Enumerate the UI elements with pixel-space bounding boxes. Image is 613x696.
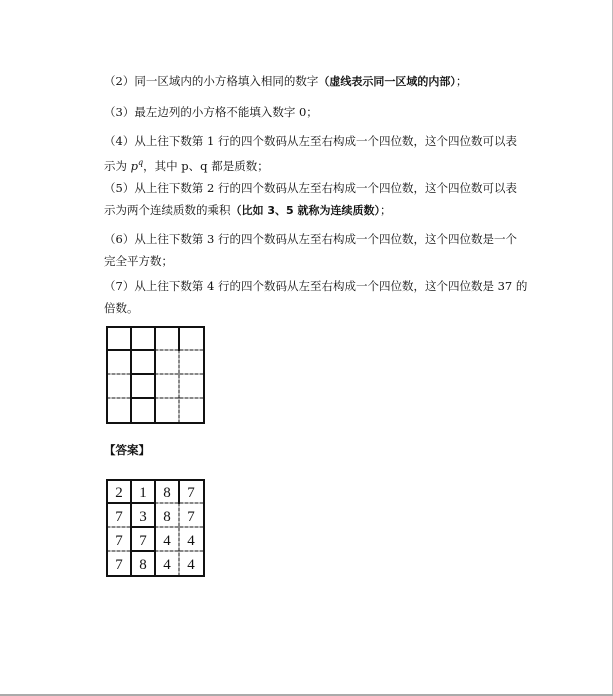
answer-cell: 7 (187, 485, 195, 501)
rule-2 (104, 70, 534, 93)
rule-4 (104, 130, 534, 177)
rule-6-line-2: 完全平方数； (104, 254, 173, 268)
answer-cell: 7 (187, 509, 195, 525)
rule-7 (104, 275, 534, 319)
rule-6-line-1: （6）从上往下数第 3 行的四个数码从左至右构成一个四位数，这个四位数是一个 (104, 232, 517, 246)
answer-title: 【答案】 (104, 443, 150, 457)
answer-cell: 7 (139, 533, 147, 549)
puzzle-grid (106, 326, 205, 424)
answer-cell: 4 (187, 533, 195, 549)
rule-2-text: （2）同一区域内的小方格填入相同的数字 (104, 74, 319, 88)
answer-cell: 4 (163, 557, 171, 573)
rule-5-bold-note: （比如 3、5 就称为连续质数） (230, 204, 380, 217)
rule-7-line-1: （7）从上往下数第 4 行的四个数码从左至右构成一个四位数，这个四位数是 37 的 (104, 279, 528, 293)
rule-5-line-2: 示为两个连续质数的乘积（比如 3、5 就称为连续质数）； (104, 203, 392, 217)
rule-3 (104, 101, 534, 123)
rule-6 (104, 228, 534, 272)
rule-7-line-2: 倍数。 (104, 301, 139, 315)
rule-2-suffix: ； (455, 74, 468, 88)
answer-cell: 4 (187, 557, 195, 573)
rule-3-text: （3）最左边列的小方格不能填入数字 0； (104, 105, 318, 119)
rule-4-line-1: （4）从上往下数第 1 行的四个数码从左至右构成一个四位数，这个四位数可以表 (104, 134, 517, 148)
answer-cell: 7 (115, 509, 123, 525)
rule-5 (104, 177, 534, 222)
answer-cell: 4 (163, 533, 171, 549)
answer-cell: 3 (139, 509, 147, 525)
answer-cell: 7 (115, 533, 123, 549)
answer-grid (106, 479, 205, 577)
answer-cell: 7 (115, 557, 123, 573)
rule-2-bold-note: （虚线表示同一区域的内部） (318, 75, 456, 88)
rule-4-base: p (130, 158, 139, 173)
rule-4-line-2: 示为 $p^q$，其中 p、q 都是质数； (104, 158, 269, 173)
rule-5-line-1: （5）从上往下数第 2 行的四个数码从左至右构成一个四位数，这个四位数可以表 (104, 181, 517, 195)
answer-cell: 8 (163, 485, 171, 501)
answer-cell: 1 (139, 485, 147, 501)
answer-cell: 8 (139, 557, 147, 573)
rule-4-exponent: q (138, 158, 144, 167)
answer-cell: 8 (163, 509, 171, 525)
answer-cell: 2 (115, 485, 123, 501)
